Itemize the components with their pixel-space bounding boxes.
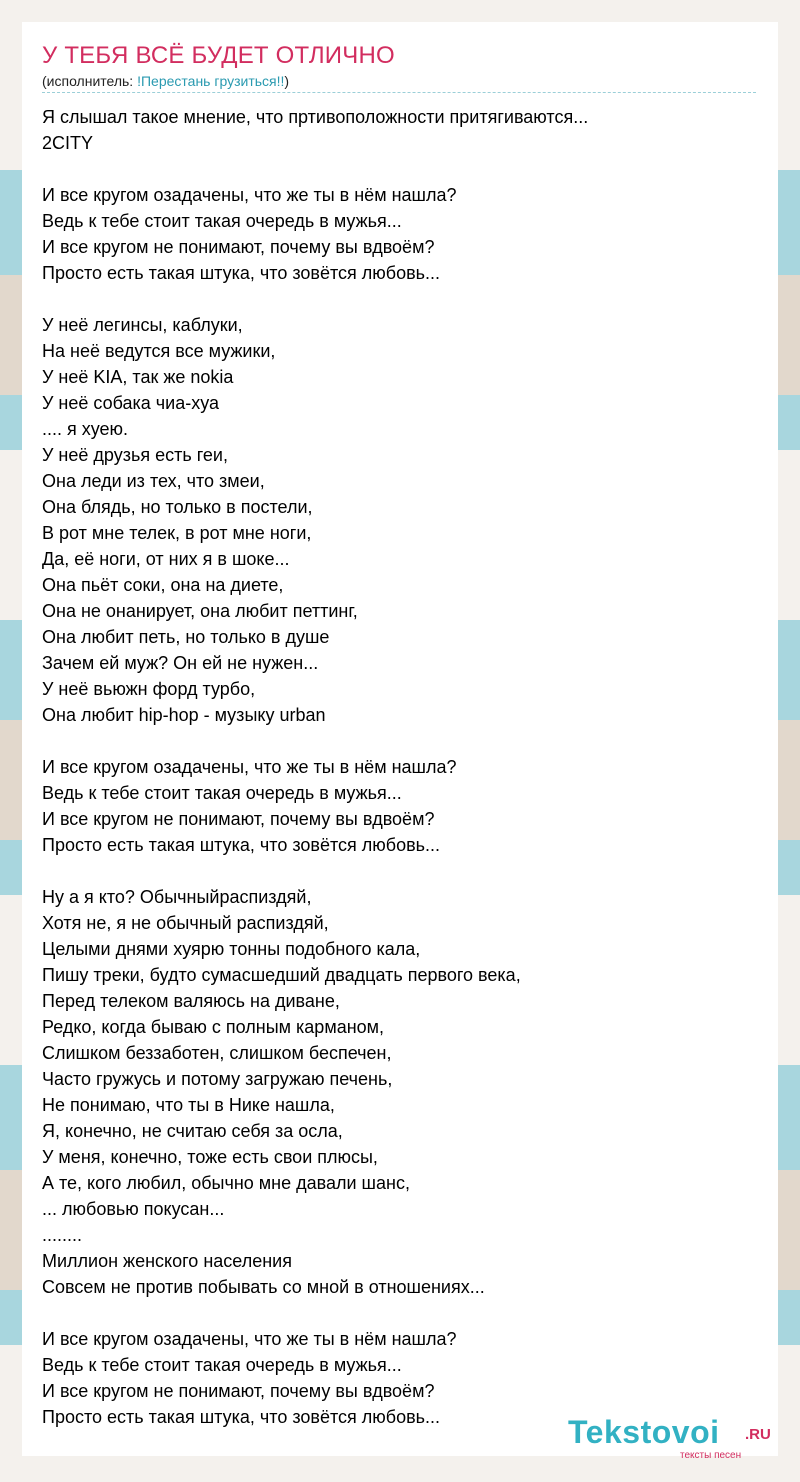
- lyric-line: И все кругом не понимают, почему вы вдвоём?: [42, 237, 435, 257]
- lyric-line: .... я хуею.: [42, 419, 129, 439]
- artist-suffix: ): [284, 73, 290, 89]
- lyric-line: Целыми днями хуярю тонны подобного кала,: [42, 939, 421, 959]
- lyric-line: Слишком беззаботен, слишком беспечен,: [42, 1043, 392, 1063]
- lyric-line: Она любит hip-hop - музыку urban: [42, 705, 326, 725]
- lyric-line: [42, 286, 756, 312]
- lyric-line: [42, 156, 756, 182]
- artist-link[interactable]: !Перестань грузиться!!: [137, 73, 285, 89]
- lyric-line: На неё ведутся все мужики,: [42, 341, 276, 361]
- lyric-line: Ведь к тебе стоит такая очередь в мужья...: [42, 1355, 402, 1375]
- lyric-line: А те, кого любил, обычно мне давали шанс,: [42, 1173, 410, 1193]
- lyric-line: Ведь к тебе стоит такая очередь в мужья...: [42, 211, 402, 231]
- lyric-line: Она не онанирует, она любит петтинг,: [42, 601, 358, 621]
- lyric-line: Часто гружусь и потому загружаю печень,: [42, 1069, 393, 1089]
- lyrics-text: [42, 104, 756, 1430]
- lyric-line: В рот мне телек, в рот мне ноги,: [42, 523, 312, 543]
- lyric-line: Просто есть такая штука, что зовётся любовь...: [42, 1407, 441, 1427]
- lyric-line: И все кругом озадачены, что же ты в нём нашла?: [42, 1329, 457, 1349]
- lyric-line: Редко, когда бываю с полным карманом,: [42, 1017, 385, 1037]
- lyric-line: Миллион женского населения: [42, 1251, 292, 1271]
- lyric-line: [42, 1300, 756, 1326]
- lyric-line: Ведь к тебе стоит такая очередь в мужья...: [42, 783, 402, 803]
- lyric-line: Пишу треки, будто сумасшедший двадцать первого века,: [42, 965, 521, 985]
- lyric-line: У неё вьюжн форд турбо,: [42, 679, 256, 699]
- lyric-line: [42, 858, 756, 884]
- lyric-line: И все кругом не понимают, почему вы вдвоём?: [42, 809, 435, 829]
- lyric-line: Перед телеком валяюсь на диване,: [42, 991, 340, 1011]
- song-title: У ТЕБЯ ВСЁ БУДЕТ ОТЛИЧНО: [42, 42, 395, 69]
- lyric-line: Я, конечно, не считаю себя за осла,: [42, 1121, 343, 1141]
- lyric-line: Ну а я кто? Обычныйраспиздяй,: [42, 887, 312, 907]
- lyric-line: Она блядь, но только в постели,: [42, 497, 313, 517]
- lyric-line: ........: [42, 1225, 83, 1245]
- artist-prefix: (исполнитель:: [42, 73, 138, 89]
- lyric-line: Хотя не, я не обычный распиздяй,: [42, 913, 329, 933]
- lyric-line: Совсем не против побывать со мной в отношениях...: [42, 1277, 485, 1297]
- lyric-line: Просто есть такая штука, что зовётся любовь...: [42, 835, 441, 855]
- lyric-line: 2CITY: [42, 133, 94, 153]
- dashed-divider: [42, 92, 756, 93]
- lyric-line: И все кругом не понимают, почему вы вдвоём?: [42, 1381, 435, 1401]
- lyric-line: И все кругом озадачены, что же ты в нём нашла?: [42, 757, 457, 777]
- lyric-line: Она пьёт соки, она на диете,: [42, 575, 284, 595]
- lyric-line: Я слышал такое мнение, что пртивоположности притягиваются...: [42, 107, 589, 127]
- lyric-line: У меня, конечно, тоже есть свои плюсы,: [42, 1147, 378, 1167]
- lyric-line: Она леди из тех, что змеи,: [42, 471, 265, 491]
- lyric-line: [42, 728, 756, 754]
- lyric-line: ... любовью покусан...: [42, 1199, 225, 1219]
- lyrics-card: [22, 22, 778, 1461]
- lyric-line: Зачем ей муж? Он ей не нужен...: [42, 653, 319, 673]
- lyric-line: У неё друзья есть геи,: [42, 445, 228, 465]
- site-logo[interactable]: [568, 1414, 778, 1464]
- lyric-line: И все кругом озадачены, что же ты в нём нашла?: [42, 185, 457, 205]
- logo-name: Tekstovoi: [568, 1414, 720, 1450]
- lyric-line: У неё собака чиа-хуа: [42, 393, 220, 413]
- logo-tagline: тексты песен: [680, 1450, 742, 1461]
- lyric-line: У неё легинсы, каблуки,: [42, 315, 243, 335]
- logo-tld: .RU: [745, 1426, 771, 1443]
- lyric-line: Просто есть такая штука, что зовётся любовь...: [42, 263, 441, 283]
- lyric-line: Не понимаю, что ты в Нике нашла,: [42, 1095, 335, 1115]
- lyric-line: Она любит петь, но только в душе: [42, 627, 330, 647]
- lyric-line: У неё KIA, так же nokia: [42, 367, 234, 387]
- artist-line: [42, 73, 289, 89]
- lyric-line: Да, её ноги, от них я в шоке...: [42, 549, 290, 569]
